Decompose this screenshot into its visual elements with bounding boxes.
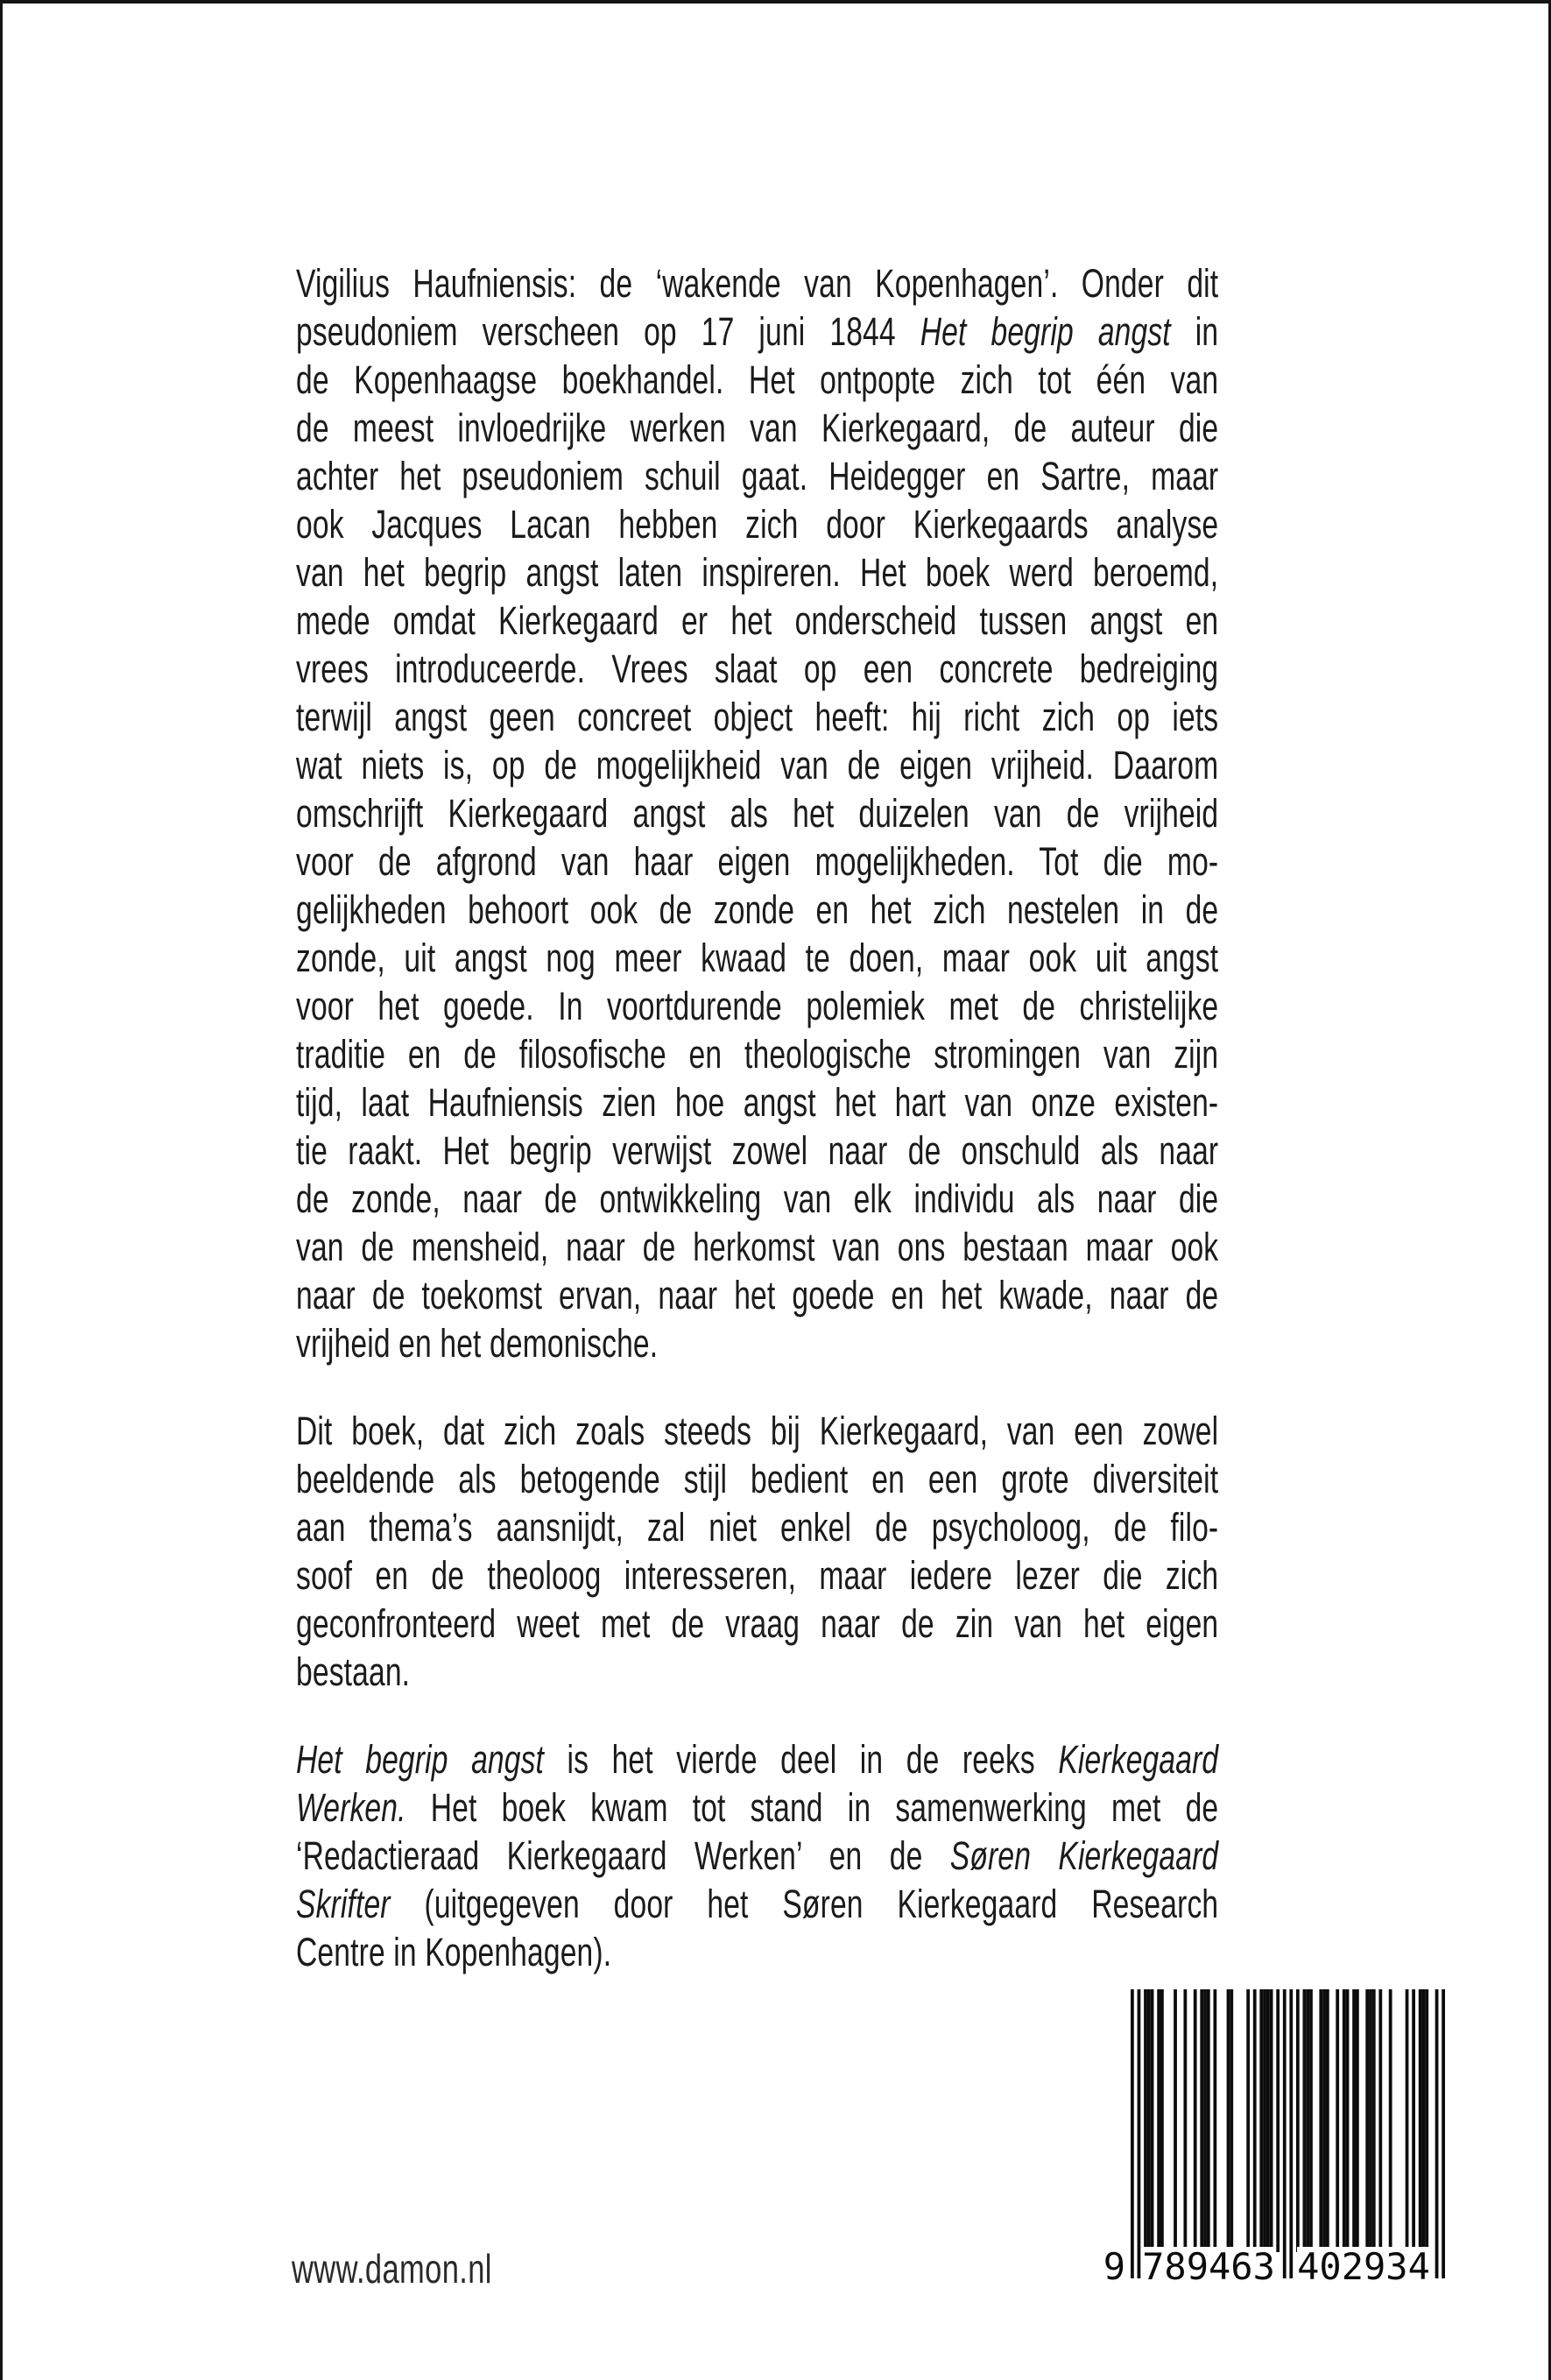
- paragraph-intro: [296, 259, 1218, 1367]
- italic-segment: Søren Kierkegaard: [949, 1833, 1219, 1878]
- text-line: [296, 1832, 1218, 1880]
- barcode-bars: [1131, 1989, 1445, 2278]
- text-line: [296, 1928, 1218, 1976]
- text-segment: beeldende als betogende stijl bedient en een grote diversiteit: [296, 1457, 1219, 1501]
- ean13-barcode: [1103, 1989, 1445, 2288]
- text-segment: voor de afgrond van haar eigen mogelijkheden. Tot die mo-: [296, 839, 1219, 884]
- text-line: [296, 259, 1218, 307]
- blurb-scale-wrap: [296, 259, 1218, 1976]
- text-segment: voor het goede. In voortdurende polemiek met de christelijke: [296, 984, 1219, 1028]
- paragraph-audience: [296, 1407, 1218, 1696]
- text-line: [296, 645, 1218, 693]
- text-line: [296, 1407, 1218, 1455]
- text-segment: tie raakt. Het begrip verwijst zowel naar de onschuld als naar: [296, 1128, 1219, 1173]
- italic-segment: Werken.: [296, 1785, 406, 1830]
- text-line: [296, 1735, 1218, 1783]
- text-segment: traditie en de filosofische en theologische stromingen van zijn: [296, 1032, 1219, 1077]
- text-segment: Dit boek, dat zich zoals steeds bij Kierkegaard, van een zowel: [296, 1409, 1219, 1453]
- italic-segment: Het begrip angst: [920, 309, 1171, 354]
- text-line: [296, 1880, 1218, 1928]
- text-segment: Het boek kwam tot stand in samenwerking met de: [405, 1785, 1219, 1830]
- text-line: [296, 500, 1218, 548]
- text-line: [296, 934, 1218, 982]
- text-segment: van de mensheid, naar de herkomst van ons bestaan maar ook: [296, 1225, 1219, 1269]
- paragraph-series: [296, 1735, 1218, 1976]
- text-line: [296, 1503, 1218, 1551]
- text-line: [296, 1223, 1218, 1271]
- text-segment: terwijl angst geen concreet object heeft: hij richt zich op iets: [296, 695, 1219, 739]
- text-segment: pseudoniem verscheen op 17 juni 1844: [296, 309, 920, 354]
- text-segment: vrees introduceerde. Vrees slaat op een concrete bedreiging: [296, 646, 1219, 691]
- text-segment: soof en de theoloog interesseren, maar iedere lezer die zich: [296, 1553, 1219, 1598]
- italic-segment: Skrifter: [296, 1882, 391, 1926]
- text-line: [296, 452, 1218, 500]
- text-segment: gelijkheden behoort ook de zonde en het zich nestelen in de: [296, 887, 1219, 932]
- publisher-url: www.damon.nl: [292, 2246, 492, 2292]
- text-segment: de Kopenhaagse boekhandel. Het ontpopte zich tot één van: [296, 357, 1219, 402]
- italic-segment: Het begrip angst: [296, 1737, 545, 1782]
- barcode-digits-left: 789463: [1142, 2245, 1275, 2288]
- text-segment: vrijheid en het demonische.: [296, 1321, 659, 1366]
- text-line: [296, 1078, 1218, 1126]
- text-segment: de meest invloedrijke werken van Kierkegaard, de auteur die: [296, 406, 1219, 450]
- text-line: [296, 1271, 1218, 1319]
- text-line: [296, 982, 1218, 1030]
- text-segment: aan thema’s aansnijdt, zal niet enkel de psycholoog, de filo-: [296, 1505, 1219, 1550]
- text-line: [296, 1783, 1218, 1832]
- text-segment: geconfronteerd weet met de vraag naar de zin van het eigen: [296, 1601, 1219, 1646]
- text-line: [296, 1600, 1218, 1648]
- text-segment: naar de toekomst ervan, naar het goede en het kwade, naar de: [296, 1273, 1219, 1317]
- text-line: [296, 886, 1218, 934]
- text-line: [296, 1175, 1218, 1223]
- text-line: [296, 548, 1218, 597]
- text-line: [296, 1030, 1218, 1078]
- text-segment: achter het pseudoniem schuil gaat. Heidegger en Sartre, maar: [296, 454, 1219, 498]
- text-line: [296, 1455, 1218, 1503]
- text-segment: bestaan.: [296, 1649, 411, 1694]
- text-line: [296, 693, 1218, 741]
- text-line: [296, 837, 1218, 886]
- text-line: [296, 1551, 1218, 1600]
- text-segment: de zonde, naar de ontwikkeling van elk individu als naar die: [296, 1176, 1219, 1221]
- text-line: [296, 356, 1218, 404]
- text-segment: Centre in Kopenhagen).: [296, 1930, 612, 1974]
- text-segment: van het begrip angst laten inspireren. Het boek werd beroemd,: [296, 550, 1219, 595]
- text-segment: in: [1170, 309, 1219, 354]
- text-segment: (uitgegeven door het Søren Kierkegaard Research: [390, 1882, 1219, 1926]
- text-segment: wat niets is, op de mogelijkheid van de eigen vrijheid. Daarom: [296, 743, 1219, 787]
- text-line: [296, 597, 1218, 645]
- blurb-text-block: [296, 259, 1218, 1976]
- text-segment: Vigilius Haufniensis: de ‘wakende van Kopenhagen’. Onder dit: [296, 261, 1219, 306]
- text-segment: zonde, uit angst nog meer kwaad te doen, maar ook uit angst: [296, 936, 1219, 980]
- text-line: [296, 1319, 1218, 1367]
- text-segment: ‘Redactieraad Kierkegaard Werken’ en de: [296, 1833, 950, 1878]
- barcode-digit-lead: 9: [1103, 2245, 1125, 2288]
- text-segment: ook Jacques Lacan hebben zich door Kierkegaards analyse: [296, 502, 1219, 547]
- text-line: [296, 741, 1218, 789]
- text-line: [296, 1126, 1218, 1175]
- text-segment: tijd, laat Haufniensis zien hoe angst het hart van onze existen-: [296, 1080, 1219, 1125]
- italic-segment: Kierkegaard: [1058, 1737, 1219, 1782]
- text-line: [296, 307, 1218, 356]
- text-line: [296, 789, 1218, 837]
- text-line: [296, 1648, 1218, 1696]
- text-segment: is het vierde deel in de reeks: [544, 1737, 1059, 1782]
- barcode-digits-right: 402934: [1297, 2245, 1430, 2288]
- text-segment: omschrijft Kierkegaard angst als het duizelen van de vrijheid: [296, 791, 1219, 836]
- text-segment: mede omdat Kierkegaard er het onderscheid tussen angst en: [296, 598, 1219, 643]
- text-line: [296, 404, 1218, 452]
